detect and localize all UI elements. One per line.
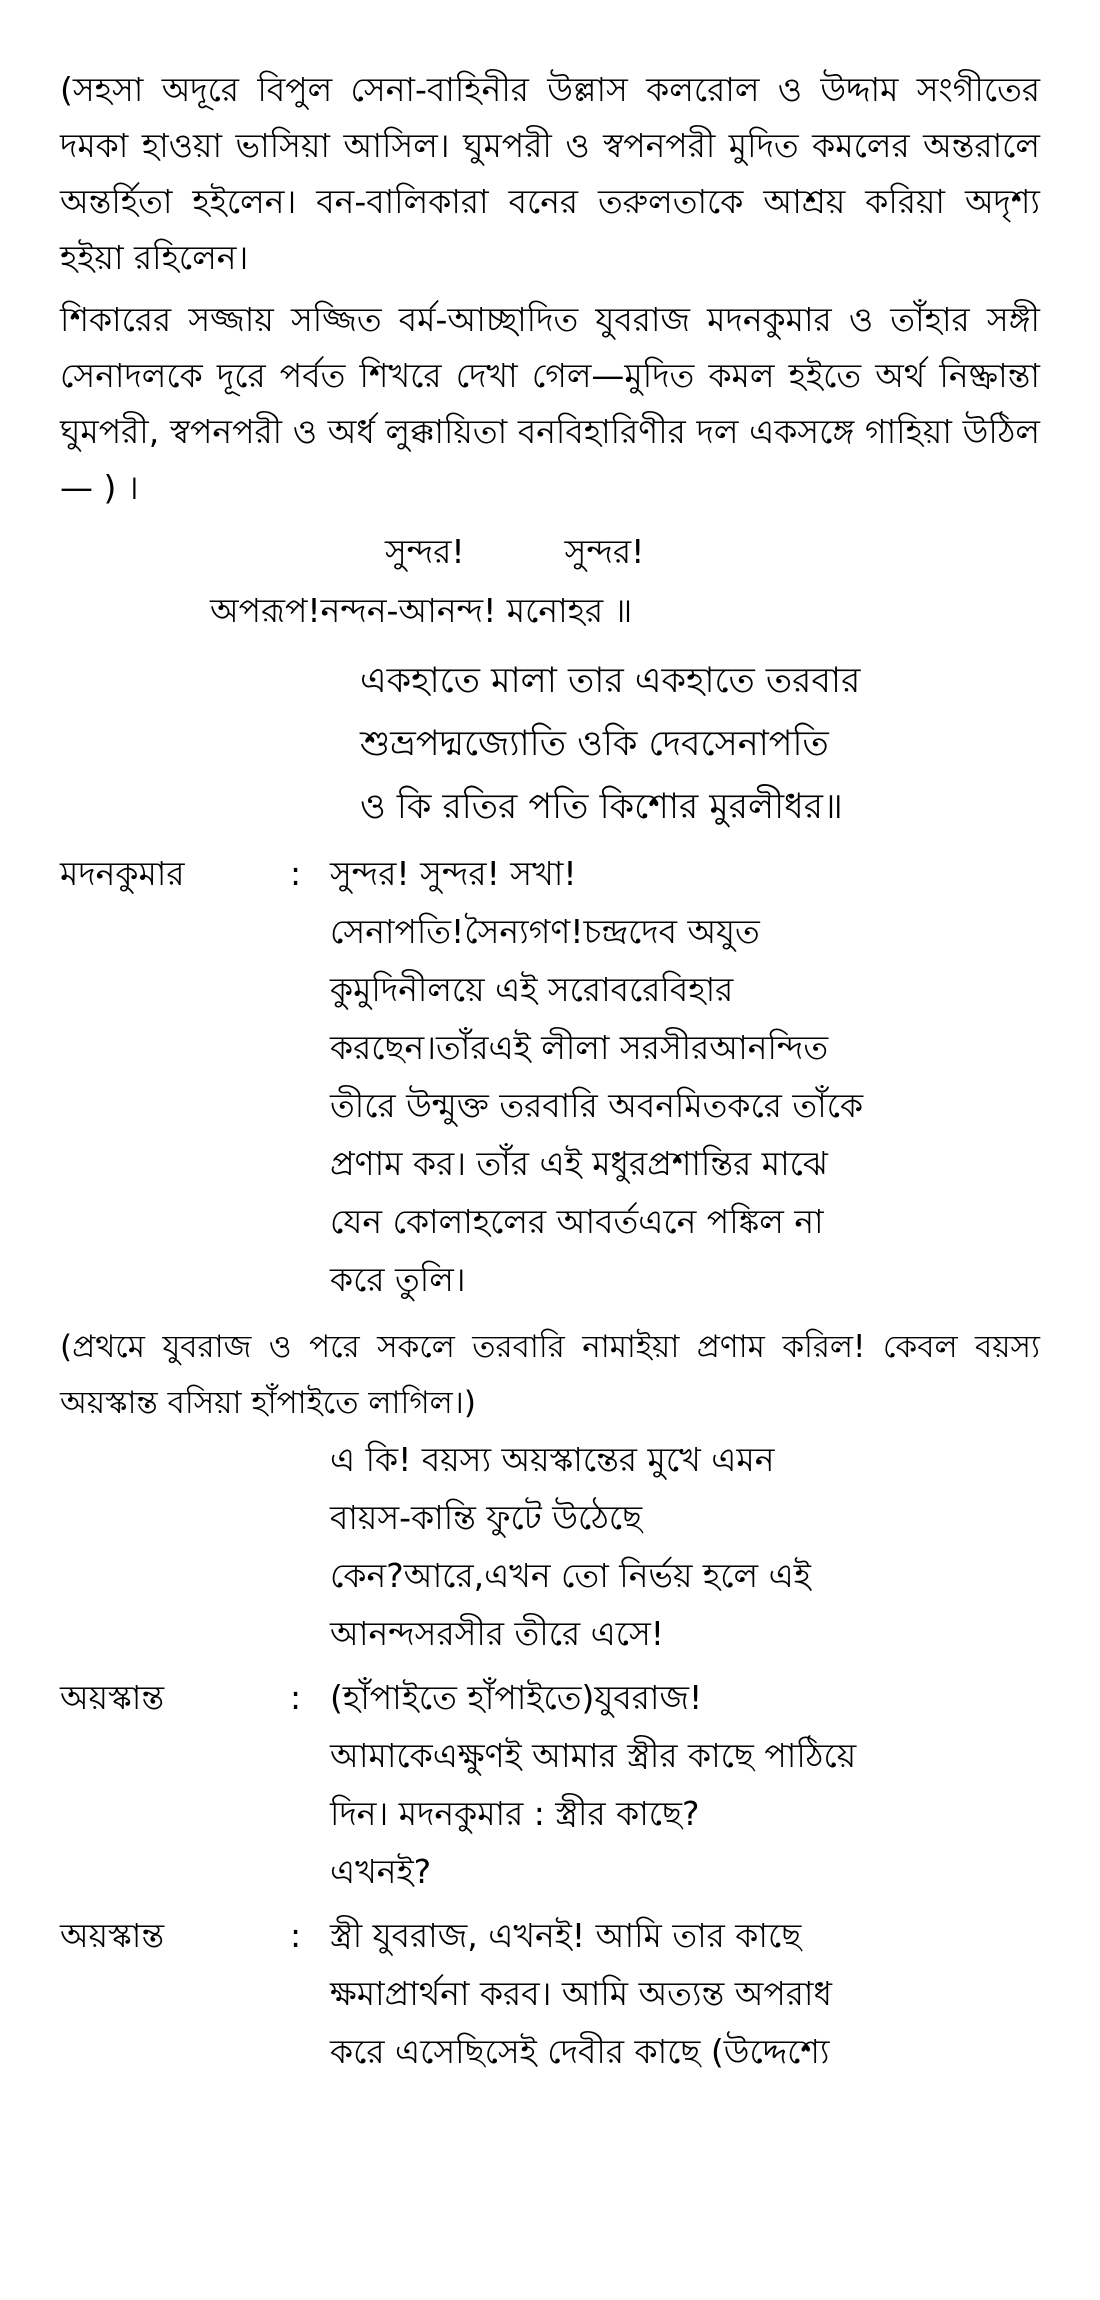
speech-line: আমাকেএক্ষুণই আমার স্ত্রীর কাছে পাঠিয়ে [330,1736,857,1775]
speaker-colon: : [290,854,302,893]
song-line-3: একহাতে মালা তার একহাতে তরবার [360,661,861,701]
speech-line: বায়স-কান্তি ফুটে উঠেছে [330,1498,643,1537]
stage-direction-entrance: শিকারের সজ্জায় সজ্জিত বর্ম-আচ্ছাদিত যুবরাজ মদনকুমার ও তাঁহার সঙ্গী সেনাদলকে দূরে পর্বত শিখরে দেখা গেল—মুদিত কমল হইতে অর্থ নিষ্ক্রান্তা ঘুমপরী, স্বপনপরী ও অর্ধ লুক্কায়িতা বনবিহারিণীর দল একসঙ্গে গাহিয়া উঠিল— ) । [60,300,1040,507]
song-line-2: অপরূপ!নন্দন-আনন্দ! মনোহর ॥ [210,591,633,630]
dialogue-ayaskanta-2 [60,1907,1040,2081]
speech-line: কুমুদিনীলয়ে এই সরোবরেবিহার [330,970,734,1009]
speech-text [330,1907,1040,2081]
speech-continuation [330,1431,1040,1663]
speech-line: তীরে উন্মুক্ত তরবারি অবনমিতকরে তাঁকে [330,1086,864,1125]
speech-text [330,845,1040,1309]
speech-line: করে এসেছিসেই দেবীর কাছে (উদ্দেশ্যে [330,2032,830,2071]
speech-line: সেনাপতি!সৈন্যগণ!চন্দ্রদেব অযুত [330,912,760,951]
speaker-name: অয়স্কান্ত [60,1916,165,1955]
speech-line: আনন্দসরসীর তীরে এসে! [330,1614,664,1653]
speaker-colon: : [290,1678,302,1717]
song-line-5: ও কি রতির পতি কিশোর মুরলীধর॥ [360,787,843,827]
stage-direction-opening: (সহসা অদূরে বিপুল সেনা-বাহিনীর উল্লাস কলরোল ও উদ্দাম সংগীতের দমকা হাওয়া ভাসিয়া আসিল। ঘুমপরী ও স্বপনপরী মুদিত কমলের অন্তরালে অন্তর্হিতা হইলেন। বন-বালিকারা বনের তরুলতাকে আশ্রয় করিয়া অদৃশ্য হইয়া রহিলেন। [60,70,1040,277]
song-line-4: শুভ্রপদ্মজ্যোতি ওকি দেবসেনাপতি [360,724,829,764]
stage-direction-salute: (প্রথমে যুবরাজ ও পরে সকলে তরবারি নামাইয়া প্রণাম করিল! কেবল বয়স্য অয়স্কান্ত বসিয়া হাঁপাইতে লাগিল।) [60,1329,1040,1421]
song-verse [360,650,1040,839]
speech-line: স্ত্রী যুবরাজ, এখনই! আমি তার কাছে [330,1916,802,1955]
speech-line: এখনই? [330,1852,432,1891]
speech-line: করছেন।তাঁরএই লীলা সরসীরআনন্দিত [330,1028,829,1067]
song-line-1 [385,522,1040,582]
script-page [60,62,1040,2081]
speech-line: (হাঁপাইতে হাঁপাইতে)যুবরাজ! [330,1678,703,1717]
speech-line: প্রণাম কর। তাঁর এই মধুরপ্রশান্তির মাঝে [330,1144,828,1183]
speech-line: ক্ষমাপ্রার্থনা করব। আমি অত্যন্ত অপরাধ [330,1974,832,2013]
song-word: সুন্দর! [385,532,465,571]
speech-text [330,1669,1040,1901]
speaker-colon: : [290,1916,302,1955]
dialogue-ayaskanta-1 [60,1669,1040,1901]
speech-line: করে তুলি। [330,1260,466,1299]
song-word: সুন্দর! [564,532,645,571]
speech-line: দিন। মদনকুমার : স্ত্রীর কাছে? [330,1794,700,1833]
speaker-name: অয়স্কান্ত [60,1678,165,1717]
speech-line: সুন্দর! সুন্দর! সখা! [330,854,577,893]
dialogue-madankumar [60,845,1040,1309]
speech-line: যেন কোলাহলের আবর্তএনে পঙ্কিল না [330,1202,824,1241]
speech-line: কেন?আরে,এখন তো নির্ভয় হলে এই [330,1556,811,1595]
song-block [60,522,1040,839]
speaker-name: মদনকুমার [60,854,185,893]
speech-line: এ কি! বয়স্য অয়স্কান্তের মুখে এমন [330,1440,775,1479]
